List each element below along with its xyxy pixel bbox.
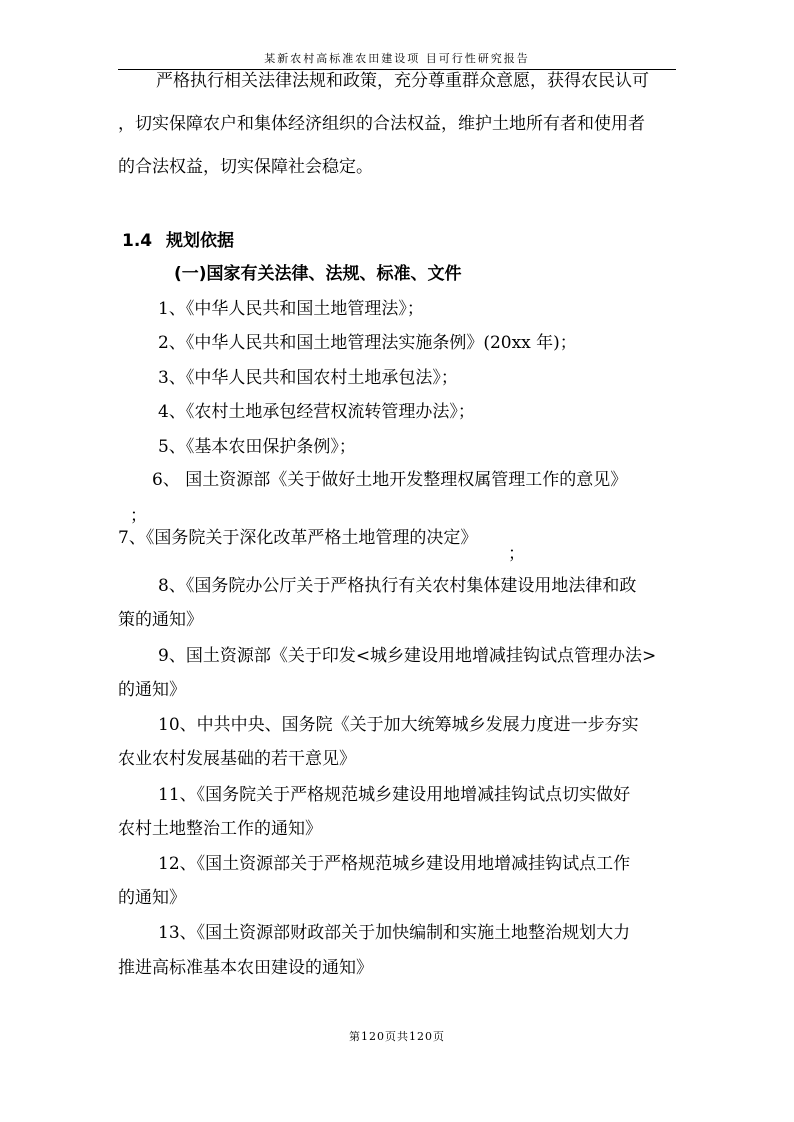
page-footer: 第120页共120页 (349, 1030, 445, 1043)
list-item-3: 3、《中华人民共和国农村土地承包法》； (158, 368, 458, 388)
intro-line-1: 严格执行相关法律法规和政策，充分尊重群众意愿，获得农民认可 (156, 71, 649, 91)
list-item-8: 8、《国务院办公厅关于严格执行有关农村集体建设用地法律和政 (158, 576, 637, 596)
list-item-9: 9、国土资源部《关于印发<城乡建设用地增减挂钩试点管理办法> (158, 646, 657, 666)
list-item-4: 4、《农村土地承包经营权流转管理办法》； (158, 402, 475, 422)
list-item-8-cont: 策的通知》 (118, 610, 203, 630)
list-item-2: 2、《中华人民共和国土地管理法实施条例》(20xx 年)； (158, 333, 577, 353)
list-item-13: 13、《国土资源部财政部关于加快编制和实施土地整治规划大力 (158, 923, 631, 943)
list-item-7: 7、《国务院关于深化改革严格土地管理的决定》 (118, 528, 478, 548)
list-item-5: 5、《基本农田保护条例》； (158, 437, 356, 457)
list-item-1: 1、《中华人民共和国土地管理法》； (158, 299, 424, 319)
intro-line-2: ，切实保障农户和集体经济组织的合法权益，维护土地所有者和使用者 (118, 114, 645, 134)
list-item-12: 12、《国土资源部关于严格规范城乡建设用地增减挂钩试点工作 (158, 854, 631, 874)
list-item-11-cont: 农村土地整治工作的通知》 (118, 819, 322, 839)
list-item-7-end: ； (508, 544, 525, 564)
list-item-11: 11、《国务院关于严格规范城乡建设用地增减挂钩试点切实做好 (158, 785, 631, 805)
list-item-13-cont: 推进高标准基本农田建设的通知》 (118, 958, 373, 978)
list-item-6-end: ； (130, 506, 147, 526)
list-item-10-cont: 农业农村发展基础的若干意见》 (118, 749, 356, 769)
list-item-9-cont: 的通知》 (118, 680, 186, 700)
subsection-title: (一)国家有关法律、法规、标准、文件 (174, 264, 462, 284)
list-item-10: 10、中共中央、国务院《关于加大统筹城乡发展力度进一步夯实 (158, 715, 639, 735)
list-item-12-cont: 的通知》 (118, 888, 186, 908)
list-item-6: 6、 国土资源部《关于做好土地开发整理权属管理工作的意见》 (152, 470, 628, 490)
intro-line-3: 的合法权益，切实保障社会稳定。 (118, 157, 373, 177)
section-title: 规划依据 (166, 231, 234, 251)
page-header: 某新农村高标准农田建设项 目可行性研究报告 (264, 52, 530, 65)
section-number: 1.4 (122, 231, 153, 251)
